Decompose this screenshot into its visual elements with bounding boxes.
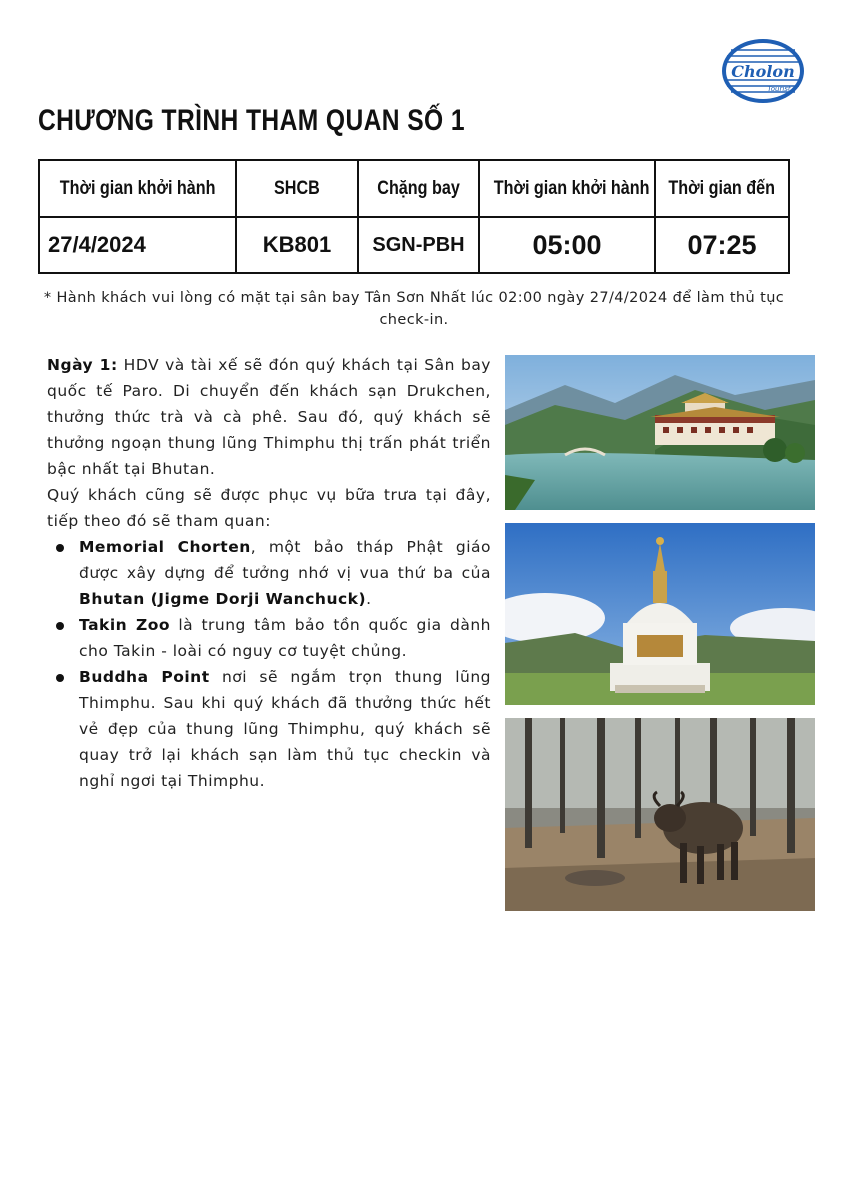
bullet-icon: [56, 674, 64, 682]
page-title: CHƯƠNG TRÌNH THAM QUAN SỐ 1: [38, 104, 465, 137]
list-item: Buddha Point nơi sẽ ngắm trọn thung lũng Thimphu. Sau khi quý khách đã thưởng thức hết vẻ đẹp của thung lũng Thimphu, quý khách sẽ quay trở lại khách sạn làm thủ tục checkin và nghỉ ngơi tại Thimphu.: [79, 664, 491, 794]
day1-description: [47, 352, 491, 794]
list-item: Takin Zoo là trung tâm bảo tồn quốc gia dành cho Takin - loài có nguy cơ tuyệt chủng.: [79, 612, 491, 664]
attraction-list: [47, 534, 491, 794]
header-arrival-time: Thời gian đến: [655, 160, 789, 217]
takin-photo: [505, 718, 815, 911]
bullet-icon: [56, 622, 64, 630]
list-item: Memorial Chorten, một bảo tháp Phật giáo được xây dựng để tưởng nhớ vị vua thứ ba của Bhutan (Jigme Dorji Wanchuck).: [79, 534, 491, 612]
cell-departure: 05:00: [479, 217, 655, 273]
bullet-icon: [56, 544, 64, 552]
cholon-tourist-logo: [721, 38, 805, 104]
flight-table: [38, 159, 790, 274]
punakha-dzong-photo: [505, 355, 815, 510]
cell-arrival: 07:25: [655, 217, 789, 273]
day1-paragraph-1: Ngày 1: HDV và tài xế sẽ đón quý khách tại Sân bay quốc tế Paro. Di chuyển đến khách sạn Drukchen, thưởng thức trà và cà phê. Sau đó, quý khách sẽ thưởng ngoạn thung lũng Thimphu thị trấn phát triển bậc nhất tại Bhutan.: [47, 356, 491, 478]
svg-text:Tourist: Tourist: [767, 85, 791, 93]
header-departure-time: Thời gian khởi hành: [39, 160, 236, 217]
day1-label: Ngày 1:: [47, 356, 118, 374]
cell-flight-code: KB801: [236, 217, 358, 273]
day1-paragraph-2: Quý khách cũng sẽ được phục vụ bữa trưa tại đây, tiếp theo đó sẽ tham quan:: [47, 486, 491, 530]
memorial-chorten-photo: [505, 523, 815, 705]
cell-route: SGN-PBH: [358, 217, 479, 273]
svg-text:Cholon: Cholon: [731, 62, 795, 81]
cell-date: 27/4/2024: [39, 217, 236, 273]
header-departure-time-2: Thời gian khởi hành: [479, 160, 655, 217]
header-route: Chặng bay: [358, 160, 479, 217]
header-flight-code: SHCB: [236, 160, 358, 217]
check-in-note: * Hành khách vui lòng có mặt tại sân bay Tân Sơn Nhất lúc 02:00 ngày 27/4/2024 để làm thủ tục check-in.: [43, 290, 785, 328]
